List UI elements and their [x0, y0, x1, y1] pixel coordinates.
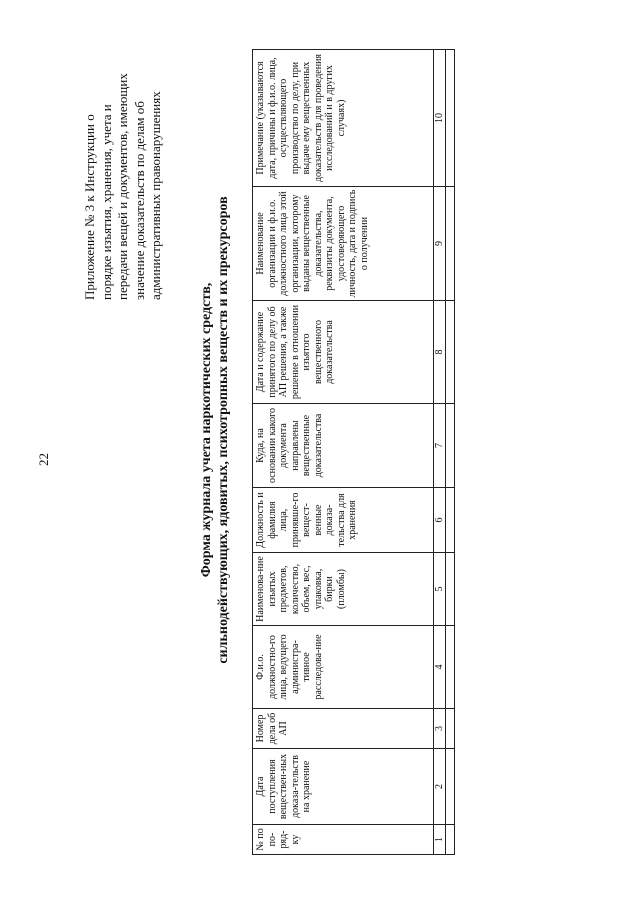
- header-cell: Куда, на основании какого документа направлены вещественные доказательства: [253, 404, 434, 488]
- header-cell: Наименова-ние изъятых предметов, количество, объем, вес, упаковка, бирки (пломбы): [253, 553, 434, 626]
- header-cell: № по по-ряд-ку: [253, 825, 434, 855]
- empty-cell: [446, 626, 455, 709]
- form-title-line-1: Форма журнала учета наркотических средств,: [199, 282, 214, 578]
- empty-cell: [446, 749, 455, 825]
- header-cell: Дата и содержание принятого по делу об АП решения, а также решение в отношении изъятого вещественного доказательства: [253, 301, 434, 404]
- header-cell: Ф.и.о. должностно-го лица, ведущего администра-тивное расследова-ние: [253, 626, 434, 709]
- empty-cell: [446, 301, 455, 404]
- empty-cell: [446, 709, 455, 749]
- page-number: 22: [36, 453, 51, 466]
- column-number-cell: 8: [434, 301, 446, 404]
- form-title-line-2: сильнодействующих, ядовитых, психотропных веществ и их прекурсоров: [216, 196, 231, 664]
- table-header-row: [253, 50, 434, 855]
- header-cell: Должность и фамилия лица, принявше-го вещест-венные доказа-тельства для хранения: [253, 488, 434, 553]
- empty-cell: [446, 488, 455, 553]
- column-number-cell: 6: [434, 488, 446, 553]
- empty-table-row: [446, 50, 455, 855]
- empty-cell: [446, 825, 455, 855]
- empty-cell: [446, 187, 455, 301]
- column-number-cell: 7: [434, 404, 446, 488]
- empty-cell: [446, 404, 455, 488]
- column-number-cell: 2: [434, 749, 446, 825]
- column-number-cell: 9: [434, 187, 446, 301]
- header-cell: Примечание (указываются дата, причины и ф.и.о. лица, осуществляющего производство по делу, при выдаче ему вещественных доказательств для проведения исследований и в других случаях): [253, 50, 434, 187]
- column-number-cell: 10: [434, 50, 446, 187]
- header-cell: Наименование организации и ф.и.о. должностного лица этой организации, которому выданы вещественные доказательства, реквизиты документа, удостоверяющего личность, дата и подпись о получении: [253, 187, 434, 301]
- column-number-cell: 4: [434, 626, 446, 709]
- column-number-cell: 1: [434, 825, 446, 855]
- appendix-note: Приложение № 3 к Инструкции о порядке изъятия, хранения, учета и передачи вещей и документов, имеющих значение доказательств по делам об административных правонарушениях: [82, 73, 163, 300]
- header-cell: Дата поступления веществен-ных доказа-тельств на хранение: [253, 749, 434, 825]
- journal-table: [252, 49, 455, 855]
- column-number-cell: 5: [434, 553, 446, 626]
- header-cell: Номер дела об АП: [253, 709, 434, 749]
- form-title: [198, 60, 232, 800]
- empty-cell: [446, 50, 455, 187]
- column-number-row: [434, 50, 446, 855]
- empty-cell: [446, 553, 455, 626]
- column-number-cell: 3: [434, 709, 446, 749]
